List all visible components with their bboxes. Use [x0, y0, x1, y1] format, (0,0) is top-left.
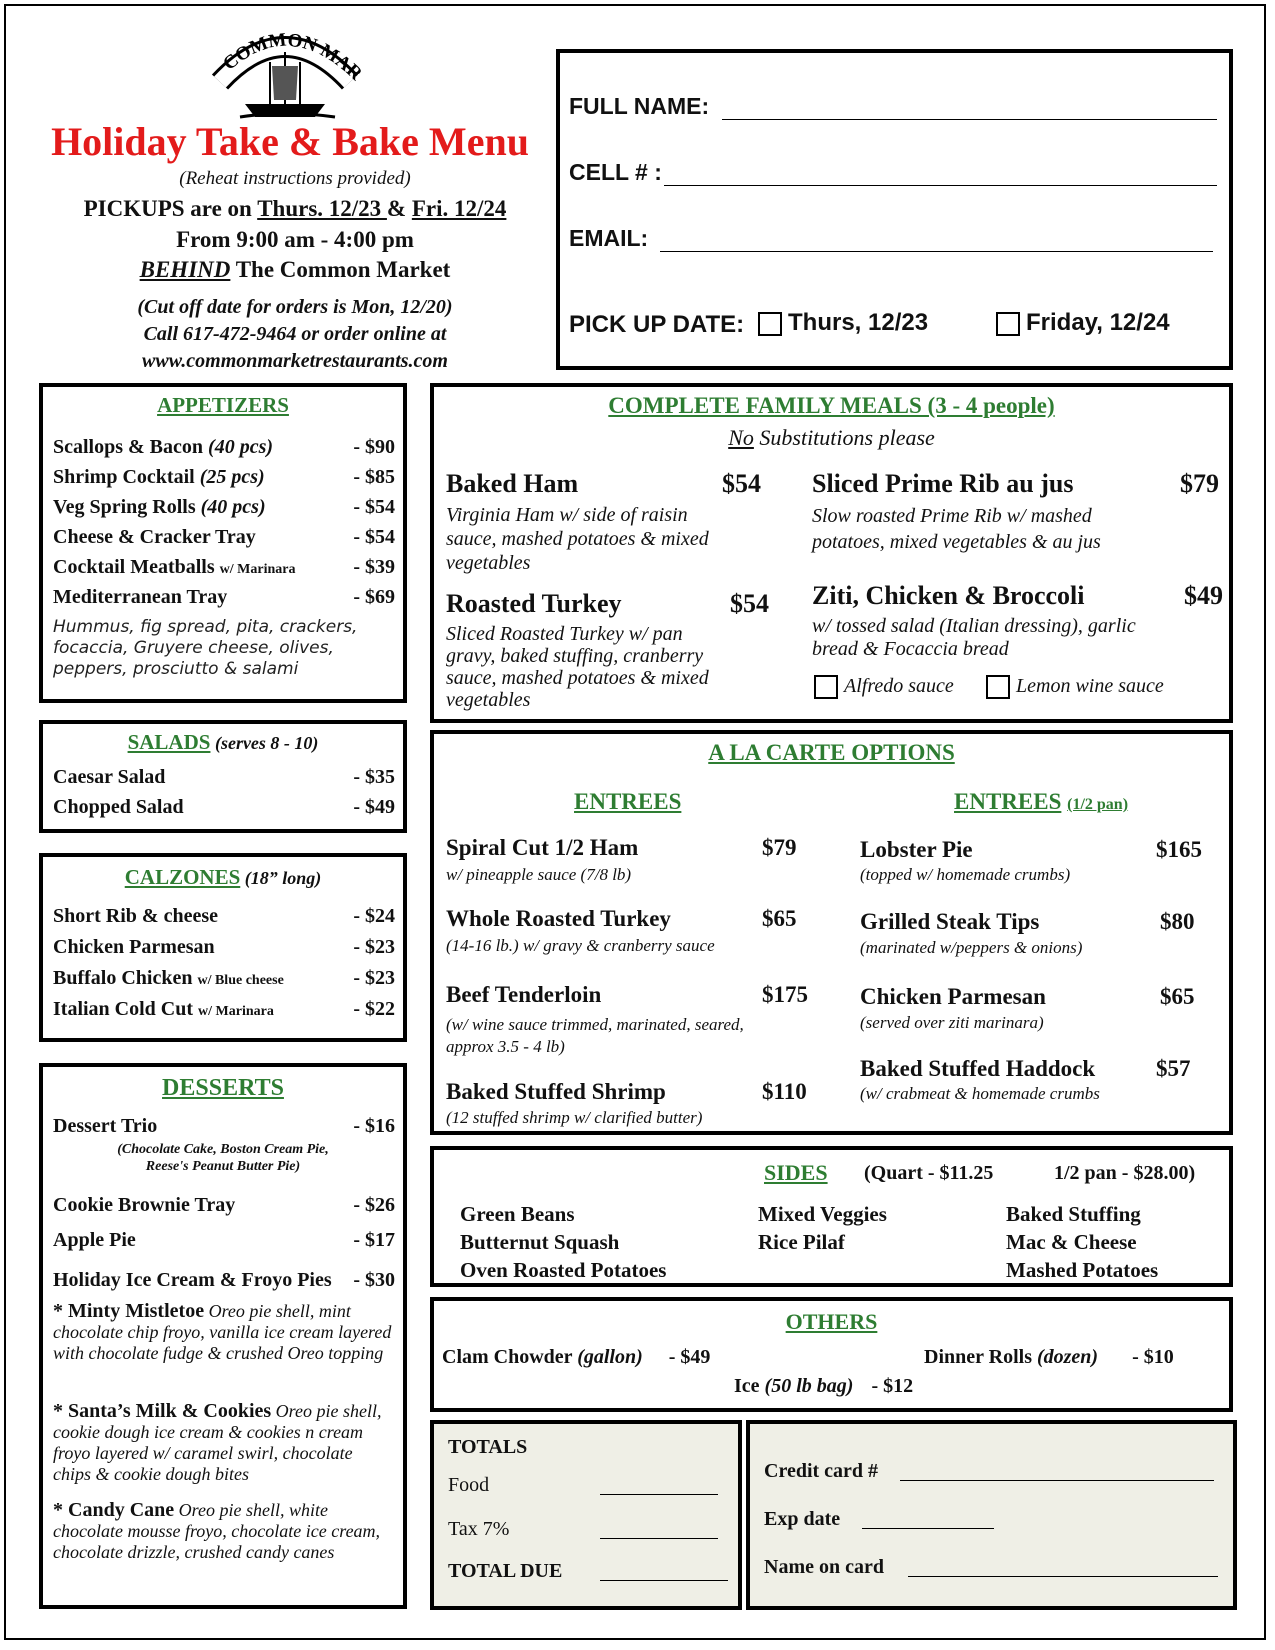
- reheat-note: (Reheat instructions provided): [179, 168, 411, 189]
- calzones-section: [39, 853, 407, 1042]
- food-label: Food: [448, 1474, 490, 1496]
- entree-price: $57: [1156, 1056, 1191, 1081]
- salads-heading-row: SALADS (serves 8 - 10): [127, 730, 319, 754]
- sides-col1: [460, 1200, 666, 1284]
- entree-desc: (w/ crabmeat & homemade crumbs: [860, 1084, 1100, 1103]
- entrees-heading: ENTREES: [574, 789, 682, 814]
- email-field[interactable]: [660, 251, 1213, 252]
- totals-heading: TOTALS: [448, 1436, 528, 1458]
- pickup-location: [40, 257, 550, 283]
- entree-price: $175: [762, 982, 808, 1007]
- calzone-item: Short Rib & cheese - $24: [53, 905, 395, 927]
- name-on-card-label: Name on card: [764, 1556, 884, 1578]
- pickup-day1: Thurs. 12/23: [257, 196, 387, 221]
- food-total-field[interactable]: [600, 1494, 718, 1495]
- payment-section: [746, 1420, 1237, 1610]
- full-name-field[interactable]: [722, 119, 1217, 120]
- cell-label: CELL # :: [569, 159, 662, 185]
- mediterranean-desc: Hummus, fig spread, pita, crackers, focaccia, Gruyere cheese, olives, peppers, prosciutto & salami: [53, 617, 358, 679]
- checkbox-alfredo[interactable]: [814, 675, 838, 699]
- entree-name: Spiral Cut 1/2 Ham: [446, 835, 639, 860]
- entree-name: Lobster Pie: [860, 837, 973, 862]
- totals-section: [430, 1420, 742, 1610]
- side-item: Mixed Veggies: [758, 1202, 887, 1226]
- meal-name: Roasted Turkey: [446, 589, 622, 618]
- others-heading: OTHERS: [785, 1309, 878, 1334]
- entree-name: Whole Roasted Turkey: [446, 906, 671, 931]
- appetizers-section: [39, 383, 407, 703]
- calzone-item: Buffalo Chicken w/ Blue cheese - $23: [53, 967, 395, 989]
- logo-text: COMMON MAR: [219, 29, 367, 85]
- meal-desc: Slow roasted Prime Rib w/ mashed potatoes, mixed vegetables & au jus: [812, 505, 1101, 553]
- sides-quart-price: (Quart - $11.25: [864, 1162, 994, 1184]
- tax-label: Tax 7%: [448, 1518, 510, 1540]
- calzones-heading-row: CALZONES (18” long): [124, 865, 322, 889]
- others-section: [430, 1297, 1233, 1412]
- pickup-thurs-label: Thurs, 12/23: [788, 309, 929, 336]
- side-item: Oven Roasted Potatoes: [460, 1258, 667, 1282]
- website[interactable]: www.commonmarketrestaurants.com: [142, 350, 448, 372]
- other-item-ice: Ice (50 lb bag) - $12: [734, 1375, 914, 1397]
- page-title: Holiday Take & Bake Menu: [51, 119, 529, 164]
- order-form: [556, 49, 1233, 370]
- side-item: Mac & Cheese: [1006, 1230, 1137, 1254]
- appetizer-item: Cocktail Meatballs w/ Marinara - $39: [53, 556, 395, 578]
- entree-price: $79: [762, 835, 797, 860]
- entree-desc: (served over ziti marinara): [860, 1013, 1044, 1032]
- appetizers-heading: APPETIZERS: [157, 393, 289, 417]
- meal-desc: w/ tossed salad (Italian dressing), garlic bread & Focaccia bread: [812, 615, 1136, 660]
- a-la-carte-section: [430, 730, 1233, 1135]
- logo: [200, 22, 370, 122]
- sides-section: [430, 1146, 1233, 1287]
- pickup-fri-option[interactable]: [996, 309, 1170, 337]
- entree-name: Baked Stuffed Shrimp: [446, 1079, 666, 1104]
- pie-santa: * Santa’s Milk & Cookies Oreo pie shell, cookie dough ice cream & cookies n cream froyo layered w/ caramel swirl, chocolate chips & cookie dough bites: [53, 1400, 382, 1484]
- calzone-item: Chicken Parmesan - $23: [53, 936, 395, 958]
- dessert-item: Cookie Brownie Tray - $26: [53, 1194, 395, 1216]
- side-item: Rice Pilaf: [758, 1230, 845, 1254]
- side-item: Baked Stuffing: [1006, 1202, 1141, 1226]
- entree-desc: (w/ wine sauce trimmed, marinated, seared, approx 3.5 - 4 lb): [446, 1015, 744, 1056]
- pickup-day2: Fri. 12/24: [411, 196, 507, 221]
- full-name-label: FULL NAME:: [569, 93, 710, 119]
- name-on-card-field[interactable]: [908, 1576, 1218, 1577]
- appetizer-item: Cheese & Cracker Tray - $54: [53, 526, 395, 548]
- entree-price: $80: [1160, 909, 1195, 934]
- entree-price: $65: [762, 906, 797, 931]
- dessert-item: Apple Pie - $17: [53, 1229, 395, 1251]
- desserts-heading: DESSERTS: [162, 1075, 284, 1101]
- call-note: Call 617-472-9464 or order online at: [143, 323, 447, 345]
- card-number-field[interactable]: [900, 1480, 1214, 1481]
- exp-date-field[interactable]: [862, 1528, 994, 1529]
- card-number-label: Credit card #: [764, 1460, 879, 1482]
- entree-price: $65: [1160, 984, 1195, 1009]
- pie-candy-cane: * Candy Cane Oreo pie shell, white chocolate mousse froyo, chocolate ice cream, chocolate drizzle, crushed candy canes: [53, 1499, 381, 1562]
- dessert-trio-desc2: Reese's Peanut Butter Pie): [145, 1159, 301, 1174]
- meal-name: Baked Ham: [446, 469, 579, 498]
- email-label: EMAIL:: [569, 225, 649, 251]
- meal-price: $49: [1184, 581, 1223, 610]
- dessert-item: Holiday Ice Cream & Froyo Pies - $30: [53, 1269, 395, 1291]
- sides-col3: [1006, 1200, 1158, 1284]
- calzone-item: Italian Cold Cut w/ Marinara - $22: [53, 998, 395, 1020]
- entree-desc: (12 stuffed shrimp w/ clarified butter): [446, 1108, 703, 1127]
- appetizer-item: Mediterranean Tray - $69: [53, 586, 395, 608]
- entree-name: Grilled Steak Tips: [860, 909, 1040, 934]
- side-item: Green Beans: [460, 1202, 575, 1226]
- pie-minty: * Minty Mistletoe Oreo pie shell, mint chocolate chip froyo, vanilla ice cream layered with chocolate fudge & crushed Oreo topping: [53, 1300, 392, 1363]
- meal-price: $79: [1180, 469, 1219, 498]
- pickup-fri-label: Friday, 12/24: [1026, 309, 1170, 336]
- meal-price: $54: [730, 589, 769, 618]
- sides-heading: SIDES: [764, 1160, 828, 1185]
- pickup-thurs-option[interactable]: [758, 309, 928, 337]
- family-meals-heading: COMPLETE FAMILY MEALS (3 - 4 people): [608, 393, 1055, 418]
- a-la-carte-heading: A LA CARTE OPTIONS: [708, 740, 955, 765]
- dessert-trio-desc1: (Chocolate Cake, Boston Cream Pie,: [117, 1142, 329, 1157]
- salads-section: [39, 720, 407, 833]
- exp-date-label: Exp date: [764, 1508, 841, 1530]
- pickup-date-label: PICK UP DATE:: [569, 311, 745, 338]
- appetizer-item: Veg Spring Rolls (40 pcs) - $54: [53, 496, 395, 518]
- other-item-rolls: Dinner Rolls (dozen) - $10: [924, 1346, 1174, 1368]
- entree-desc: (topped w/ homemade crumbs): [860, 865, 1071, 884]
- entree-name: Baked Stuffed Haddock: [860, 1056, 1096, 1081]
- sauce-alfredo-option[interactable]: Alfredo sauce: [814, 675, 954, 699]
- pickup-hours: From 9:00 am - 4:00 pm: [176, 227, 414, 252]
- side-item: Mashed Potatoes: [1006, 1258, 1159, 1282]
- entree-price: $110: [762, 1079, 807, 1104]
- salad-item: Chopped Salad - $49: [53, 796, 395, 818]
- behind-rest: The Common Market: [230, 257, 451, 282]
- other-item-chowder: Clam Chowder (gallon) - $49: [442, 1346, 711, 1368]
- checkbox-thurs[interactable]: [758, 312, 782, 336]
- meal-name: Sliced Prime Rib au jus: [812, 469, 1074, 498]
- appetizer-item: Shrimp Cocktail (25 pcs) - $85: [53, 466, 395, 488]
- desserts-section: [39, 1063, 407, 1609]
- pickup-amp: &: [386, 196, 412, 221]
- behind-word: BEHIND: [139, 257, 231, 282]
- entrees-half-heading: ENTREES (1/2 pan): [954, 789, 1129, 814]
- meal-price: $54: [722, 469, 761, 498]
- entree-name: Beef Tenderloin: [446, 982, 602, 1007]
- no-substitutions: No Substitutions please: [728, 425, 935, 450]
- checkbox-lemon[interactable]: [986, 675, 1010, 699]
- sauce-lemon-option[interactable]: Lemon wine sauce: [986, 675, 1164, 699]
- sides-halfpan-price: 1/2 pan - $28.00): [1054, 1162, 1196, 1184]
- pickup-days: [40, 196, 550, 222]
- side-item: Butternut Squash: [460, 1230, 620, 1254]
- entree-price: $165: [1156, 837, 1202, 862]
- pickup-prefix: PICKUPS are on: [83, 196, 258, 221]
- checkbox-fri[interactable]: [996, 312, 1020, 336]
- dessert-trio: Dessert Trio - $16: [53, 1115, 395, 1137]
- salad-item: Caesar Salad - $35: [53, 766, 395, 788]
- entree-desc: w/ pineapple sauce (7/8 lb): [446, 865, 632, 884]
- meal-desc: Virginia Ham w/ side of raisin sauce, mashed potatoes & mixed vegetables: [446, 504, 709, 574]
- cutoff-note: (Cut off date for orders is Mon, 12/20): [137, 296, 453, 318]
- tax-total-field[interactable]: [600, 1538, 718, 1539]
- sides-col2: [758, 1200, 887, 1256]
- entree-name: Chicken Parmesan: [860, 984, 1046, 1009]
- entree-desc: (14-16 lb.) w/ gravy & cranberry sauce: [446, 936, 715, 955]
- total-due-label: TOTAL DUE: [448, 1560, 563, 1582]
- appetizer-item: Scallops & Bacon (40 pcs) - $90: [53, 436, 395, 458]
- family-meals-section: [430, 383, 1233, 723]
- meal-desc: Sliced Roasted Turkey w/ pan gravy, baked stuffing, cranberry sauce, mashed potatoes & mixed vegetables: [446, 623, 709, 711]
- cell-field[interactable]: [664, 185, 1217, 186]
- meal-name: Ziti, Chicken & Broccoli: [812, 581, 1085, 610]
- total-due-field[interactable]: [600, 1580, 728, 1581]
- entree-desc: (marinated w/peppers & onions): [860, 938, 1083, 957]
